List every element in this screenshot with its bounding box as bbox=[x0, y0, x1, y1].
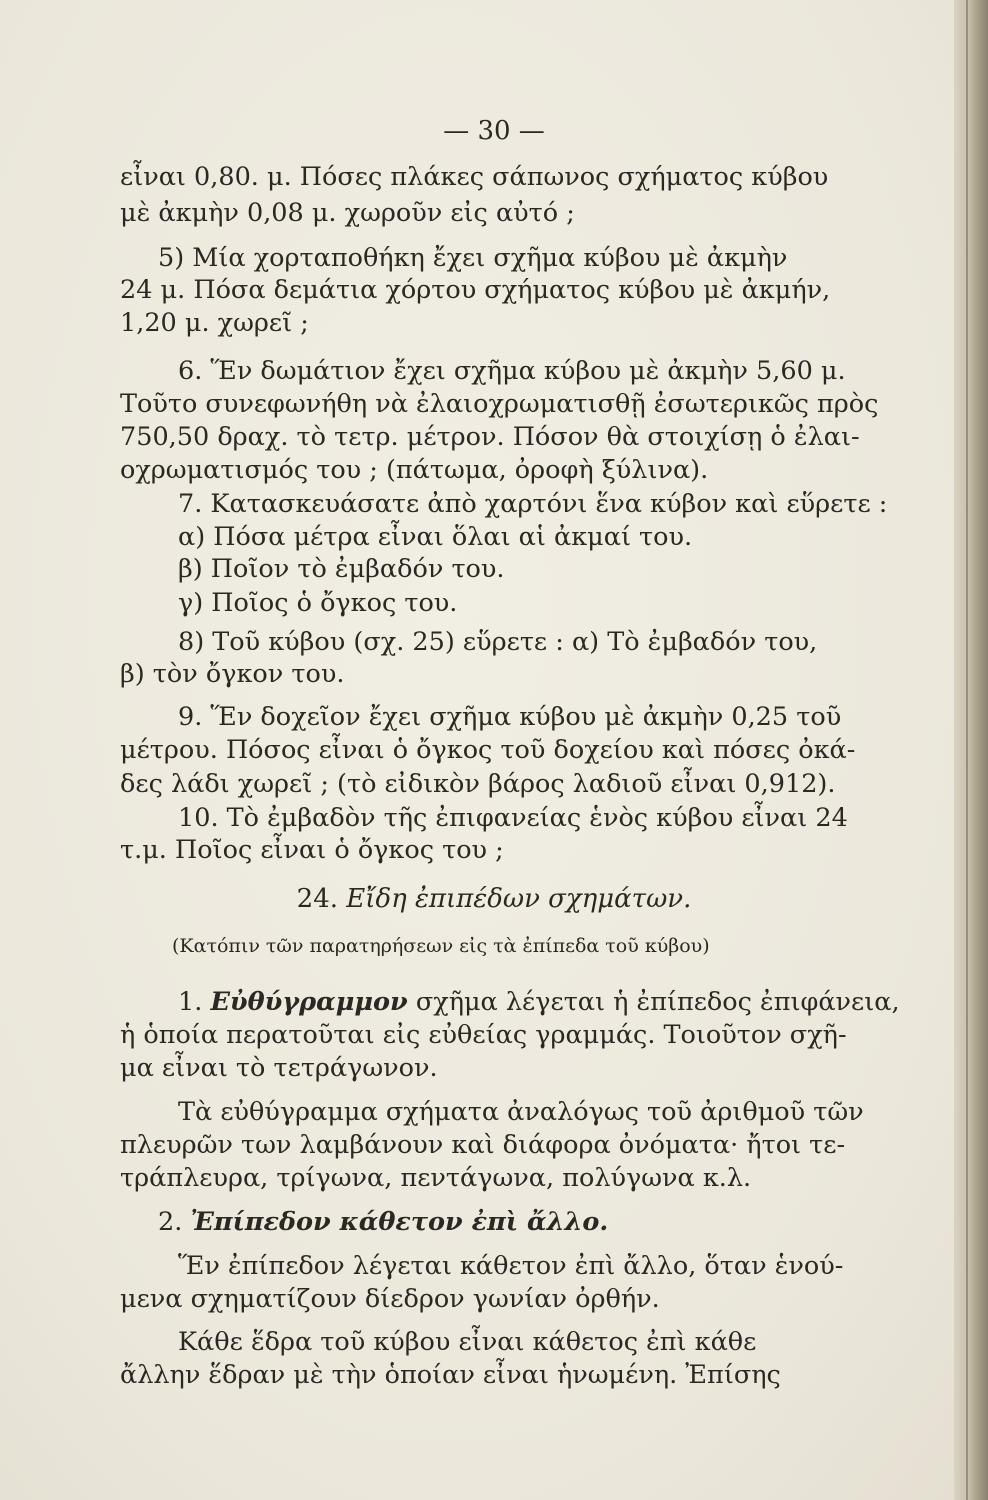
definition-text: σχῆμα λέγεται ἡ ἐπίπεδος ἐπιφάνεια, bbox=[415, 987, 900, 1017]
definition-heading bbox=[120, 1208, 888, 1237]
problem-line: β) τὸν ὄγκον του. bbox=[120, 659, 345, 689]
problem-line: 10. Τὸ ἐμβαδὸν τῆς ἐπιφανείας ἑνὸς κύβου εἶναι 24 bbox=[178, 803, 848, 833]
problem-line: τ.μ. Ποῖος εἶναι ὁ ὄγκος του ; bbox=[120, 835, 504, 865]
problem-line: 6. Ἕν δωμάτιον ἔχει σχῆμα κύβου μὲ ἀκμὴν 5,60 μ. bbox=[178, 356, 846, 386]
book-spine bbox=[954, 0, 988, 1500]
definition-term: Ἐπίπεδον κάθετον ἐπὶ ἄλλο. bbox=[190, 1207, 609, 1237]
problem-line: α) Πόσα μέτρα εἶναι ὅλαι αἱ ἀκμαί του. bbox=[178, 522, 693, 552]
paragraph-line: πλευρῶν των λαμβάνουν καὶ διάφορα ὀνόματα· ἤτοι τε- bbox=[120, 1130, 846, 1160]
section-subtitle: (Κατόπιν τῶν παρατηρήσεων εἰς τὰ ἐπίπεδα τοῦ κύβου) bbox=[172, 935, 710, 957]
paragraph-line: Ἕν ἐπίπεδον λέγεται κάθετον ἐπὶ ἄλλο, ὅταν ἑνού- bbox=[178, 1251, 844, 1281]
definition-number: 1. bbox=[178, 987, 203, 1017]
problem-line: γ) Ποῖος ὁ ὄγκος του. bbox=[178, 588, 458, 618]
problem-line: 8) Τοῦ κύβου (σχ. 25) εὕρετε : α) Τὸ ἐμβαδόν του, bbox=[178, 627, 818, 657]
problem-line: μέτρου. Πόσος εἶναι ὁ ὄγκος τοῦ δοχείου καὶ πόσες ὀκά- bbox=[120, 735, 856, 765]
problem-line: Τοῦτο συνεφωνήθη νὰ ἐλαιοχρωματισθῇ ἐσωτερικῶς πρὸς bbox=[120, 389, 879, 419]
spine-edge bbox=[966, 0, 968, 1500]
problem-line: 7. Κατασκευάσατε ἀπὸ χαρτόνι ἕνα κύβον καὶ εὕρετε : bbox=[178, 489, 888, 519]
paragraph-line: τράπλευρα, τρίγωνα, πεντάγωνα, πολύγωνα κ.λ. bbox=[120, 1163, 752, 1193]
paragraph-line: μενα σχηματίζουν δίεδρον γωνίαν ὀρθήν. bbox=[120, 1284, 660, 1314]
section-heading bbox=[0, 884, 988, 914]
problem-line: 5) Μία χορταποθήκη ἔχει σχῆμα κύβου μὲ ἀκμὴν bbox=[158, 243, 788, 273]
problem-line: β) Ποῖον τὸ ἐμβαδόν του. bbox=[178, 554, 505, 584]
paragraph-line: ἄλλην ἕδραν μὲ τὴν ὁποίαν εἶναι ἡνωμένη. Ἐπίσης bbox=[120, 1360, 781, 1390]
definition-line bbox=[120, 988, 908, 1017]
problem-line: εἶναι 0,80. μ. Πόσες πλάκες σάπωνος σχήματος κύβου bbox=[120, 162, 829, 192]
definition-number: 2. bbox=[158, 1207, 183, 1237]
problem-line: 750,50 δραχ. τὸ τετρ. μέτρον. Πόσον θὰ στοιχίσῃ ὁ ἐλαι- bbox=[120, 422, 860, 452]
problem-line: 24 μ. Πόσα δεμάτια χόρτου σχήματος κύβου μὲ ἀκμήν, bbox=[120, 275, 831, 305]
definition-line: μα εἶναι τὸ τετράγωνον. bbox=[120, 1053, 438, 1083]
paragraph-line: Τὰ εὐθύγραμμα σχήματα ἀναλόγως τοῦ ἀριθμοῦ τῶν bbox=[178, 1097, 864, 1127]
page-number: — 30 — bbox=[443, 116, 545, 146]
paragraph-line: Κάθε ἕδρα τοῦ κύβου εἶναι κάθετος ἐπὶ κάθε bbox=[178, 1327, 757, 1357]
problem-line: δες λάδι χωρεῖ ; (τὸ εἰδικὸν βάρος λαδιοῦ εἶναι 0,912). bbox=[120, 769, 836, 799]
problem-line: οχρωματισμός του ; (πάτωμα, ὀροφὴ ξύλινα). bbox=[120, 455, 709, 485]
definition-line: ἡ ὁποία περατοῦται εἰς εὐθείας γραμμάς. Τοιοῦτον σχῆ- bbox=[120, 1020, 847, 1050]
definition-term: Εὐθύγραμμον bbox=[210, 987, 408, 1017]
section-number: 24. bbox=[296, 884, 339, 914]
section-title: Εἴδη ἐπιπέδων σχημάτων. bbox=[346, 884, 692, 914]
problem-line: 1,20 μ. χωρεῖ ; bbox=[120, 308, 309, 338]
problem-line: 9. Ἕν δοχεῖον ἔχει σχῆμα κύβου μὲ ἀκμὴν 0,25 τοῦ bbox=[178, 702, 842, 732]
problem-line: μὲ ἀκμὴν 0,08 μ. χωροῦν εἰς αὐτό ; bbox=[120, 198, 575, 228]
